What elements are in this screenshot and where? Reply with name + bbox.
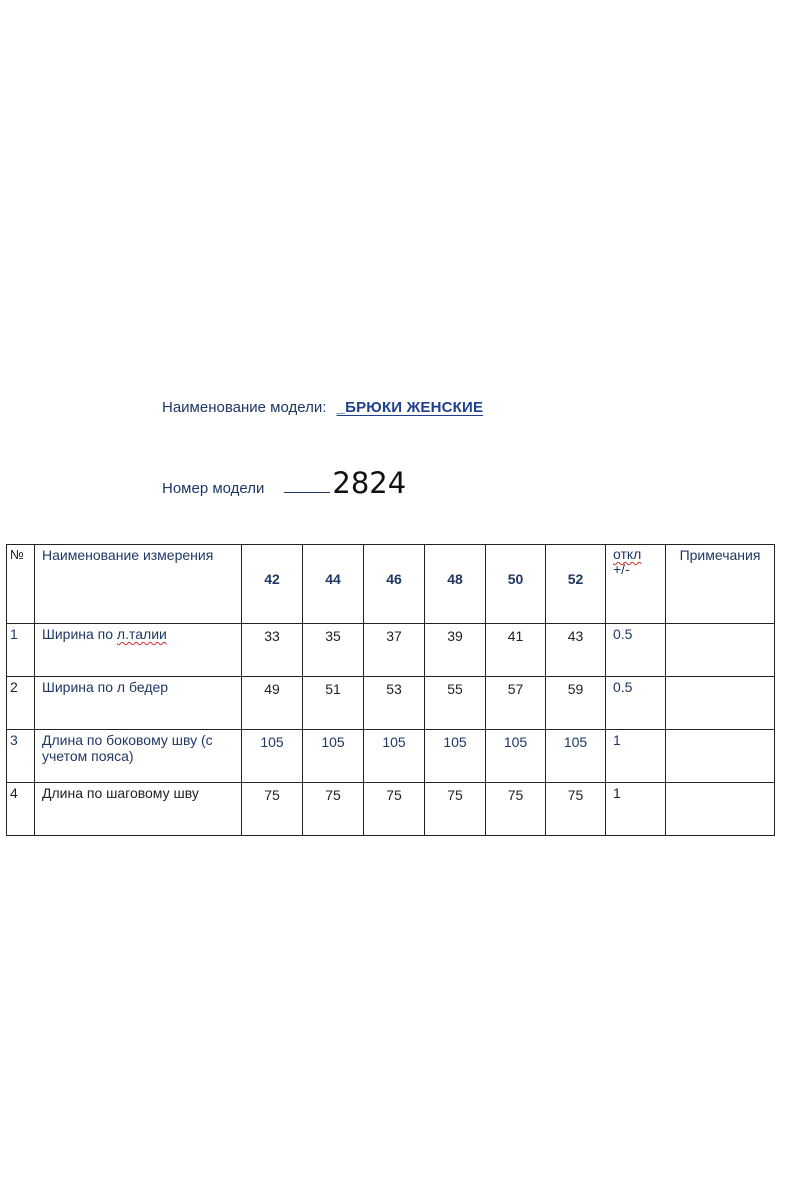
value-size-44: 35 [303,624,364,677]
note-cell [666,624,775,677]
value-size-52: 105 [546,730,606,783]
note-cell [666,677,775,730]
header-size-44: 44 [303,545,364,624]
measurement-name: Длина по боковому шву (с учетом пояса) [35,730,242,783]
header-size-52: 52 [546,545,606,624]
header-deviation-line2: +/- [613,561,630,577]
table-row [7,677,775,730]
value-size-46: 105 [364,730,425,783]
model-number-row [162,466,406,500]
model-number-blank-line [284,478,330,493]
row-number: 4 [7,783,35,836]
deviation-value: 1 [606,783,666,836]
deviation-value: 1 [606,730,666,783]
note-cell [666,783,775,836]
measurement-name [35,624,242,677]
deviation-value: 0.5 [606,677,666,730]
value-size-46: 75 [364,783,425,836]
model-name-row [162,399,483,416]
value-size-52: 75 [546,783,606,836]
measurement-name: Ширина по л бедер [35,677,242,730]
note-cell [666,730,775,783]
measurement-name: Длина по шаговому шву [35,783,242,836]
value-size-52: 59 [546,677,606,730]
value-size-50: 75 [486,783,546,836]
header-size-48: 48 [425,545,486,624]
value-size-48: 105 [425,730,486,783]
value-size-42: 75 [242,783,303,836]
header-num: № [7,545,35,624]
table-row [7,783,775,836]
table-header-row [7,545,775,624]
header-size-42: 42 [242,545,303,624]
value-size-44: 51 [303,677,364,730]
measurement-name-part: Ширина по [42,626,117,642]
row-number: 1 [7,624,35,677]
table-row [7,624,775,677]
model-name-value: _БРЮКИ ЖЕНСКИЕ [336,399,484,416]
value-size-46: 37 [364,624,425,677]
table-row [7,730,775,783]
header-deviation [606,545,666,624]
value-size-48: 75 [425,783,486,836]
header-size-50: 50 [486,545,546,624]
header-size-46: 46 [364,545,425,624]
value-size-42: 105 [242,730,303,783]
value-size-48: 55 [425,677,486,730]
row-number: 2 [7,677,35,730]
measurement-table [6,544,775,836]
value-size-42: 49 [242,677,303,730]
measurement-name-misspelled-part: л.талии [116,626,167,642]
header-notes: Примечания [666,545,775,624]
model-number-label: Номер модели [162,480,265,497]
value-size-48: 39 [425,624,486,677]
header-measurement-name: Наименование измерения [35,545,242,624]
value-size-52: 43 [546,624,606,677]
deviation-value: 0.5 [606,624,666,677]
value-size-44: 75 [303,783,364,836]
value-size-46: 53 [364,677,425,730]
value-size-50: 41 [486,624,546,677]
value-size-42: 33 [242,624,303,677]
model-name-label: Наименование модели: [162,399,327,416]
value-size-50: 57 [486,677,546,730]
model-number-value: 2824 [332,466,407,500]
value-size-44: 105 [303,730,364,783]
header-deviation-line1: откл [613,546,642,562]
value-size-50: 105 [486,730,546,783]
row-number: 3 [7,730,35,783]
